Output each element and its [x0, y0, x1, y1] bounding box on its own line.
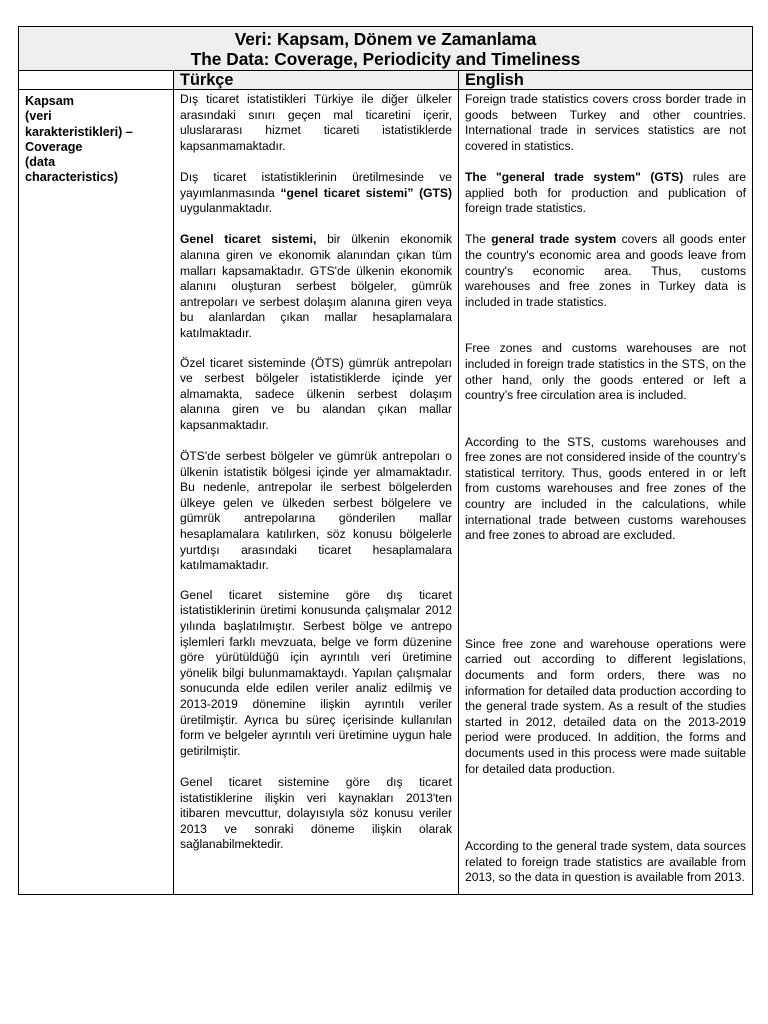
english-paragraph — [465, 170, 746, 217]
row-label-cell — [19, 90, 174, 895]
turkish-paragraph: Genel ticaret sistemine göre dış ticaret istatistiklerinin üretimi konusunda çalışmalar 2012 yılında başlatılmıştır. Serbest bölge ve antrepo işlemleri farklı mevzuata, belge ve form düzenine göre yürütüldüğü için ayrıntılı veri üretimine yönelik bilgi bulunmamaktaydı. Yapılan çalışmalar sonucunda elde edilen veriler analiz edilmiş ve 2013-2019 dönemine ilişkin ayrıntılı veriler üretilmiştir. Ayrıca bu süreç içerisinde kullanılan form ve belgeler ayrıntılı veri üretimine uygun hale getirilmiştir. — [180, 587, 452, 758]
title-turkish: Veri: Kapsam, Dönem ve Zamanlama — [234, 29, 537, 49]
turkish-paragraph: Özel ticaret sisteminde (ÖTS) gümrük antrepoları ve serbest bölgeler istatistiklerde içinde yer almamakta, sadece ülkenin serbest dolaşım alanına giren ve bu alandan çıkan mallar kapsanmaktadır. — [180, 355, 452, 432]
english-paragraph — [465, 232, 746, 310]
turkish-paragraph: Genel ticaret sistemine göre dış ticaret istatistiklerine ilişkin veri kaynakları 2013'ten itibaren mevcuttur, dolayısıyla söz konusu veriler 2013 ve sonraki döneme ilişkin olarak sağlanabilmektedir. — [180, 774, 452, 852]
text-span: bir ülkenin ekonomik alanına giren ve ekonomik alanından çıkan tüm malları kapsamaktadır. GTS'de ülkenin ekonomik alanını oluşturan serbest bölgeler, gümrük antrepoları ve serbest dolaşım alanına giren veya bu alanlardan çıkan mallar hesaplamalara katılmaktadır. — [180, 232, 452, 340]
turkish-text-cell — [174, 90, 459, 895]
bold-term: The "general trade system" (GTS) — [465, 169, 684, 184]
row-label-line: Kapsam — [25, 94, 74, 108]
text-span: uygulanmaktadır. — [180, 201, 273, 216]
english-paragraph: According to the STS, customs warehouses and free zones are not considered inside of the country’s statistical territory. Thus, goods entered in or left from customs warehouses and free zones of the country are included in the calculations, while international trade between customs warehouses and free zones to abroad are excluded. — [465, 434, 746, 543]
bold-term: “genel ticaret sistemi” (GTS) — [280, 185, 453, 200]
row-label-line: characteristics) — [25, 170, 119, 185]
english-paragraph: Since free zone and warehouse operations were carried out according to different legislations, documents and form orders, there was no information for detailed data production according to the general trade system. As a result of the studies started in 2012, detailed data on the 2013-2019 period were produced. In addition, the forms and documents used in this process were made suitable for detailed data production. — [465, 636, 746, 776]
text-span: Dış ticaret istatistiklerinin üretilmesinde ve yayımlanmasında — [180, 169, 452, 200]
turkish-paragraph: ÖTS'de serbest bölgeler ve gümrük antrepoları o ülkenin istatistik bölgesi içinde yer almamaktadır. Bu nedenle, antrepolar ile serbest bölgelerden ülkeye gelen ve ülkeden serbest bölgelere ve gümrük antrepolarına gönderilen mallar hesaplamalara katılırken, söz konusu bölgelerle yurtdışı arasındaki ticaret hesaplamalara katılmamaktadır. — [180, 449, 452, 573]
coverage-row — [19, 90, 753, 895]
row-label-line: (data — [25, 155, 56, 170]
column-header-row — [19, 71, 753, 90]
row-label-line: karakteristikleri) – — [25, 124, 133, 139]
english-paragraph: Free zones and customs warehouses are not included in foreign trade statistics in the STS, on the other hand, only the goods entered or left a country’s free circulation area is included. — [465, 341, 746, 403]
column-header-english: English — [459, 71, 753, 90]
text-span: The — [465, 232, 492, 247]
row-label-line: (veri — [25, 109, 52, 124]
title-row — [19, 27, 753, 71]
title-english: The Data: Coverage, Periodicity and Timeliness — [190, 49, 581, 69]
coverage-table — [18, 26, 753, 895]
header-empty-cell — [19, 71, 174, 90]
english-paragraph: According to the general trade system, data sources related to foreign trade statistics are available from 2013, so the data in question is available from 2013. — [465, 839, 746, 885]
turkish-paragraph — [180, 232, 452, 341]
bold-term: Genel ticaret sistemi, — [180, 232, 317, 247]
title-cell — [19, 27, 753, 71]
text-span: rules are applied both for production and publication of foreign trade statistics. — [465, 169, 746, 216]
row-label-line: Coverage — [25, 139, 83, 154]
column-header-turkish: Türkçe — [174, 71, 459, 90]
turkish-paragraph: Dış ticaret istatistikleri Türkiye ile diğer ülkeler arasındaki sınırı geçen mal ticaretini içerir, uluslararası hizmet ticareti istatistiklerde kapsanmamaktadır. — [180, 92, 452, 153]
text-span: covers all goods enter the country's economic area and goods leave from country's economic area. Thus, customs warehouses and free zones in Turkey data is included in trade statistics. — [465, 232, 746, 309]
turkish-paragraph — [180, 170, 452, 217]
english-text-cell — [459, 90, 753, 895]
bold-term: general trade system — [491, 232, 617, 247]
english-paragraph: Foreign trade statistics covers cross border trade in goods between Turkey and other countries. International trade in services statistics are not covered in statistics. — [465, 92, 746, 153]
